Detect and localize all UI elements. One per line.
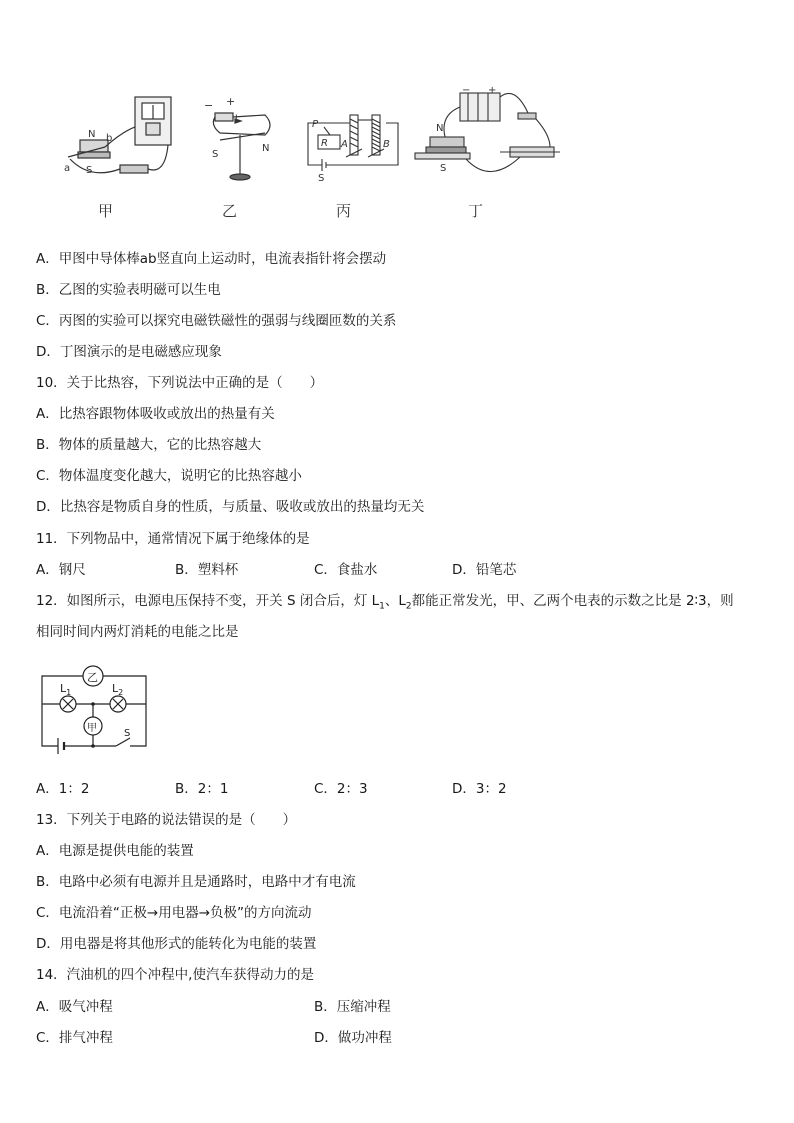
q10-stem: 10．关于比热容，下列说法中正确的是（ ）	[36, 375, 324, 391]
q9-option-b: B．乙图的实验表明磁可以生电	[36, 282, 221, 298]
circuit-l2-label: $L_2$	[112, 682, 124, 697]
q12-stem-line1: 12．如图所示，电源电压保持不变，开关 S 闭合后，灯 $L_1$、$L_2$都能正常发光，甲、乙两个电表的示数之比是 2∶3，则	[36, 593, 734, 612]
q12-option-c: C．2：3	[314, 781, 368, 797]
q14-option-a: A．吸气冲程	[36, 999, 113, 1015]
q13-option-c: C．电流沿着“正极→用电器→负极”的方向流动	[36, 905, 312, 921]
circuit-meter-jia: 甲	[87, 723, 97, 734]
q12-option-d: D．3：2	[452, 781, 507, 797]
figure-row	[50, 85, 570, 225]
q10-option-b: B．物体的质量越大，它的比热容越大	[36, 437, 262, 453]
q12-option-a: A．1：2	[36, 781, 90, 797]
circuit-meter-yi: 乙	[87, 671, 98, 684]
circuit-switch-label: S	[124, 728, 131, 739]
q12-stem-line2: 相同时间内两灯消耗的电能之比是	[36, 624, 239, 640]
jia-label-n: N	[88, 129, 96, 140]
ding-label-n: N	[436, 123, 444, 134]
figure-jia-diagram	[68, 97, 171, 173]
bing-label-r: R	[321, 138, 328, 149]
figure-label-yi: 乙	[222, 202, 238, 220]
jia-label-a: a	[64, 163, 71, 174]
q14-option-d: D．做功冲程	[314, 1030, 392, 1046]
q12-circuit-diagram	[36, 656, 152, 762]
q10-option-c: C．物体温度变化越大，说明它的比热容越小	[36, 468, 302, 484]
yi-label-i: I	[235, 114, 238, 124]
bing-label-b: B	[383, 139, 390, 150]
q13-option-a: A．电源是提供电能的装置	[36, 843, 194, 859]
yi-label-s: S	[212, 149, 219, 160]
q9-option-d: D．丁图演示的是电磁感应现象	[36, 344, 222, 360]
q11-option-a: A．钢尺	[36, 562, 86, 578]
bing-label-p: P	[312, 119, 319, 130]
q14-option-b: B．压缩冲程	[314, 999, 391, 1015]
q9-option-a: A．甲图中导体棒ab竖直向上运动时，电流表指针将会摆动	[36, 251, 387, 267]
jia-label-s: S	[86, 165, 93, 176]
q12-option-b: B．2：1	[175, 781, 229, 797]
ding-label-s: S	[440, 163, 447, 174]
yi-label-minus: −	[204, 99, 214, 112]
q11-option-c: C．食盐水	[314, 562, 378, 578]
q13-stem: 13．下列关于电路的说法错误的是（ ）	[36, 812, 297, 828]
ding-label-minus: −	[462, 85, 471, 96]
circuit-l1-label: $L_1$	[60, 682, 72, 697]
q13-option-d: D．用电器是将其他形式的能转化为电能的装置	[36, 936, 317, 952]
q13-option-b: B．电路中必须有电源并且是通路时，电路中才有电流	[36, 874, 356, 890]
bing-label-s: S	[318, 173, 325, 184]
q10-option-a: A．比热容跟物体吸收或放出的热量有关	[36, 406, 275, 422]
yi-label-n: N	[262, 143, 270, 154]
bing-label-a: A	[341, 139, 348, 150]
q11-option-b: B．塑料杯	[175, 562, 239, 578]
q11-option-d: D．铅笔芯	[452, 562, 517, 578]
q9-option-c: C．丙图的实验可以探究电磁铁磁性的强弱与线圈匝数的关系	[36, 313, 397, 329]
figure-label-ding: 丁	[468, 202, 484, 220]
q14-stem: 14．汽油机的四个冲程中,使汽车获得动力的是	[36, 967, 314, 983]
q14-option-c: C．排气冲程	[36, 1030, 113, 1046]
q11-stem: 11．下列物品中，通常情况下属于绝缘体的是	[36, 531, 310, 547]
q10-option-d: D．比热容是物质自身的性质，与质量、吸收或放出的热量均无关	[36, 499, 425, 515]
experiment-diagrams	[50, 85, 570, 195]
figure-label-bing: 丙	[336, 202, 352, 220]
ding-label-plus: +	[488, 85, 497, 96]
jia-label-b: b	[106, 133, 113, 144]
figure-label-jia: 甲	[98, 202, 114, 220]
yi-label-plus: +	[226, 95, 236, 108]
